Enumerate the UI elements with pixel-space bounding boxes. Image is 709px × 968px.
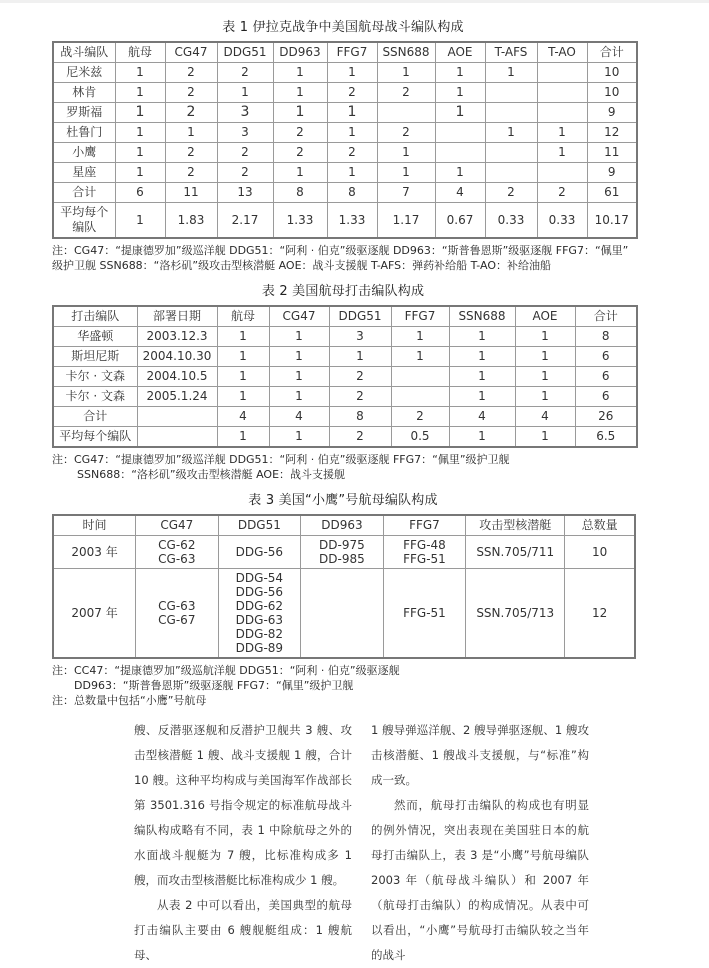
table-cell: [377, 103, 435, 123]
table3-note-line: DD963：“斯普鲁恩斯”级驱逐舰 FFG7：“佩里”级护卫舰: [74, 679, 354, 692]
table-cell: 1: [217, 83, 273, 103]
table-cell: 1.17: [377, 203, 435, 239]
table-row: [53, 203, 637, 239]
table-cell: [485, 143, 537, 163]
ship-list-cell: [136, 536, 219, 569]
table-cell: 1: [269, 387, 329, 407]
table-cell: 4: [515, 407, 575, 427]
table-cell: 1: [515, 327, 575, 347]
body-paragraph: 艘、反潜驱逐舰和反潜护卫舰共 3 艘、攻击型核潜艇 1 艘、战斗支援舰 1 艘，合计 10 艘。这种平均构成与美国海军作战部长第 3501.316 号指令规定的标准航母战斗编队构成略有不同，表 1 中除航母之外的水面战斗舰艇为 7 艘，比标准构成多 1 艘，而攻击型核潜艇比标准构成少 1 艘。: [134, 723, 352, 887]
table-cell: 1: [327, 123, 377, 143]
table-cell: 3: [217, 123, 273, 143]
table-cell: 2: [165, 83, 217, 103]
table-cell: 1: [435, 103, 485, 123]
table-row: [53, 536, 635, 569]
table-cell: 2: [217, 63, 273, 83]
table-cell: 2: [377, 123, 435, 143]
table-cell: 1.83: [165, 203, 217, 239]
table-cell: 6: [575, 347, 637, 367]
table2: [52, 305, 638, 448]
table2-title: 表 2 美国航母打击编队构成: [261, 284, 425, 299]
table-cell: 2: [377, 83, 435, 103]
ship-hull-number: DDG-54: [235, 571, 284, 585]
table-cell: 2: [329, 367, 391, 387]
table3: [52, 514, 636, 659]
table-cell: 2004.10.30: [137, 347, 217, 367]
table-cell: 1: [327, 63, 377, 83]
row-header: 星座: [53, 163, 115, 183]
table-cell: 2: [165, 163, 217, 183]
body-paragraph: 从表 2 中可以看出，美国典型的航母打击编队主要由 6 艘舰艇组成：1 艘航母、: [134, 898, 352, 962]
table-cell: [537, 63, 587, 83]
table-row: [53, 427, 637, 448]
table-cell: 1: [115, 103, 165, 123]
column-header: AOE: [435, 42, 485, 63]
table-cell: 2: [217, 143, 273, 163]
row-header: 卡尔 · 文森: [53, 367, 137, 387]
table-row: [53, 83, 637, 103]
table-cell: 1: [391, 347, 449, 367]
table-row: [53, 367, 637, 387]
table1-title: 表 1 伊拉克战争中美国航母战斗编队构成: [222, 20, 464, 35]
column-header: FFG7: [391, 306, 449, 327]
table-cell: 6: [575, 387, 637, 407]
table-cell: 9: [587, 103, 637, 123]
table-cell: 12: [565, 569, 635, 659]
table-cell: 1: [327, 103, 377, 123]
table3-title: 表 3 美国“小鹰”号航母编队构成: [248, 493, 438, 508]
table-cell: 1: [269, 367, 329, 387]
table-cell: 1: [537, 123, 587, 143]
column-header: FFG7: [383, 515, 466, 536]
table-cell: 0.33: [485, 203, 537, 239]
table-cell: 4: [217, 407, 269, 427]
table-row: [53, 327, 637, 347]
table3-note: [52, 663, 652, 708]
table-cell: [391, 387, 449, 407]
table-cell: [485, 163, 537, 183]
table-cell: 2: [273, 143, 327, 163]
table-cell: 2: [327, 143, 377, 163]
ship-list-cell: [218, 536, 301, 569]
table-row: [53, 103, 637, 123]
table-cell: 1: [515, 387, 575, 407]
table-cell: 2: [329, 427, 391, 448]
table-cell: 1: [217, 327, 269, 347]
table-cell: 1: [515, 427, 575, 448]
table-cell: 0.67: [435, 203, 485, 239]
table-row: [53, 407, 637, 427]
table-cell: 1: [377, 63, 435, 83]
table-cell: 12: [587, 123, 637, 143]
table-cell: 1: [273, 103, 327, 123]
table-cell: 3: [217, 103, 273, 123]
table-cell: SSN.705/711: [466, 536, 565, 569]
table-cell: 1: [115, 83, 165, 103]
ship-list-cell: [383, 536, 466, 569]
ship-list-cell: [218, 569, 301, 659]
ship-hull-number: DD-975: [319, 538, 365, 552]
table-row: [53, 183, 637, 203]
table-cell: [435, 143, 485, 163]
table-cell: 3: [329, 327, 391, 347]
column-header: 合计: [587, 42, 637, 63]
column-header: CG47: [136, 515, 219, 536]
ship-hull-number: DDG-62: [235, 599, 284, 613]
table-cell: 8: [273, 183, 327, 203]
row-header: 合计: [53, 183, 115, 203]
table-cell: 10: [565, 536, 635, 569]
column-header: CG47: [165, 42, 217, 63]
table-cell: 7: [377, 183, 435, 203]
table-cell: 1: [449, 387, 515, 407]
table-row: [53, 387, 637, 407]
ship-hull-number: DDG-56: [235, 545, 284, 559]
table-cell: 1: [449, 427, 515, 448]
column-header: 航母: [115, 42, 165, 63]
column-header: AOE: [515, 306, 575, 327]
table-cell: 1: [329, 347, 391, 367]
table-cell: [137, 427, 217, 448]
ship-hull-number: DDG-82: [235, 627, 284, 641]
column-header: DDG51: [217, 42, 273, 63]
table1-note-line: 级护卫舰 SSN688：“洛杉矶”级攻击型核潜艇 AOE：战斗支援舰 T-AFS：弹药补给船 T-AO：补给油船: [52, 259, 552, 272]
ship-list-cell: [301, 569, 384, 659]
table-cell: 1: [269, 327, 329, 347]
table1-note-line: 注：CG47：“提康德罗加”级巡洋舰 DDG51：“阿利 · 伯克”级驱逐舰 DD963：“斯普鲁恩斯”级驱逐舰 FFG7：“佩里”: [52, 244, 629, 257]
table-cell: 1.33: [327, 203, 377, 239]
column-header: DDG51: [329, 306, 391, 327]
table-cell: 1: [377, 163, 435, 183]
table-cell: 2: [329, 387, 391, 407]
table-header-row: [53, 42, 637, 63]
table-cell: 2: [165, 103, 217, 123]
table-cell: 1: [115, 63, 165, 83]
table-cell: 2: [165, 63, 217, 83]
table-cell: 4: [449, 407, 515, 427]
column-header: 打击编队: [53, 306, 137, 327]
table-cell: 2: [485, 183, 537, 203]
table-cell: [137, 407, 217, 427]
table-cell: 1: [165, 123, 217, 143]
table-row: [53, 569, 635, 659]
ship-hull-number: DDG-89: [235, 641, 284, 655]
table-cell: 1: [435, 83, 485, 103]
table-cell: 13: [217, 183, 273, 203]
ship-hull-number: CG-63: [158, 552, 196, 566]
table-cell: 1.33: [273, 203, 327, 239]
table-cell: 2: [391, 407, 449, 427]
table-cell: 1: [377, 143, 435, 163]
table-cell: 1: [485, 63, 537, 83]
ship-list-cell: [136, 569, 219, 659]
table-cell: 11: [165, 183, 217, 203]
body-right-column: [371, 718, 589, 968]
table-cell: 2.17: [217, 203, 273, 239]
row-header: 2007 年: [53, 569, 136, 659]
table-cell: 2003.12.3: [137, 327, 217, 347]
column-header: 合计: [575, 306, 637, 327]
row-header: 合计: [53, 407, 137, 427]
ship-hull-number: CG-62: [158, 538, 196, 552]
table-cell: 10: [587, 63, 637, 83]
table-cell: 1: [449, 327, 515, 347]
table-cell: 2: [217, 163, 273, 183]
column-header: T-AO: [537, 42, 587, 63]
table1-note: [52, 243, 652, 273]
table-cell: 6: [115, 183, 165, 203]
column-header: 战斗编队: [53, 42, 115, 63]
table-cell: 1: [115, 123, 165, 143]
table-row: [53, 347, 637, 367]
row-header: 罗斯福: [53, 103, 115, 123]
table-row: [53, 163, 637, 183]
table-cell: 1: [449, 347, 515, 367]
table-cell: 2004.10.5: [137, 367, 217, 387]
table-cell: 1: [435, 63, 485, 83]
table-cell: 61: [587, 183, 637, 203]
row-header: 杜鲁门: [53, 123, 115, 143]
table-cell: [537, 163, 587, 183]
table-cell: 1: [273, 83, 327, 103]
column-header: 航母: [217, 306, 269, 327]
body-left-column: [134, 718, 352, 968]
table-cell: 8: [327, 183, 377, 203]
table-cell: [391, 367, 449, 387]
table-row: [53, 63, 637, 83]
column-header: DD963: [273, 42, 327, 63]
document-page: [0, 3, 652, 708]
table-cell: 6: [575, 367, 637, 387]
table-cell: 1: [273, 63, 327, 83]
ship-hull-number: FFG-48: [403, 538, 446, 552]
table-cell: 2: [537, 183, 587, 203]
column-header: T-AFS: [485, 42, 537, 63]
table-cell: 1: [327, 163, 377, 183]
row-header: 华盛顿: [53, 327, 137, 347]
table3-note-line: 注：CC47：“提康德罗加”级巡航洋舰 DDG51：“阿利 · 伯克”级驱逐舰: [52, 664, 400, 677]
table3-note-line: 注：总数量中包括“小鹰”号航母: [52, 694, 207, 707]
table-cell: 26: [575, 407, 637, 427]
table1: [52, 41, 638, 239]
table-cell: 1: [269, 347, 329, 367]
table-cell: SSN.705/713: [466, 569, 565, 659]
table-cell: [537, 103, 587, 123]
ship-hull-number: DD-985: [319, 552, 365, 566]
column-header: CG47: [269, 306, 329, 327]
column-header: DD963: [301, 515, 384, 536]
ship-hull-number: DDG-56: [235, 585, 284, 599]
table-cell: 1: [115, 203, 165, 239]
ship-list-cell: [301, 536, 384, 569]
table-cell: 8: [575, 327, 637, 347]
body-paragraph: 然而，航母打击编队的构成也有明显的例外情况，突出表现在美国驻日本的航母打击编队上，表 3 是“小鹰”号航母编队 2003 年（航母战斗编队）和 2007 年（航母打击编队）的构成情况。从表中可以看出，“小鹰”号航母打击编队较之当年的战斗: [371, 798, 589, 962]
table-cell: 1: [435, 163, 485, 183]
table-header-row: [53, 306, 637, 327]
table-cell: 2: [327, 83, 377, 103]
table-cell: 1: [217, 347, 269, 367]
table-cell: 1: [217, 427, 269, 448]
table-cell: 1: [449, 367, 515, 387]
table-cell: 0.33: [537, 203, 587, 239]
row-header: 平均每个编队: [53, 427, 137, 448]
ship-list-cell: [383, 569, 466, 659]
row-header: 斯坦尼斯: [53, 347, 137, 367]
table-cell: 1: [537, 143, 587, 163]
column-header: SSN688: [449, 306, 515, 327]
table-cell: 1: [391, 327, 449, 347]
column-header: DDG51: [218, 515, 301, 536]
column-header: 时间: [53, 515, 136, 536]
table-cell: [435, 123, 485, 143]
ship-hull-number: FFG-51: [403, 606, 446, 620]
table2-note-line: SSN688：“洛杉矶”级攻击型核潜艇 AOE：战斗支援舰: [77, 468, 346, 481]
table-cell: 1: [485, 123, 537, 143]
ship-hull-number: CG-63: [158, 599, 196, 613]
table-cell: [537, 83, 587, 103]
ship-hull-number: DDG-63: [235, 613, 284, 627]
table-cell: 10: [587, 83, 637, 103]
table-cell: 1: [515, 367, 575, 387]
table-cell: 1: [269, 427, 329, 448]
table2-note: [52, 452, 652, 482]
table2-note-line: 注：CG47：“提康德罗加”级巡洋舰 DDG51：“阿利 · 伯克”级驱逐舰 FFG7：“佩里”级护卫舰: [52, 453, 510, 466]
table-cell: 1: [217, 367, 269, 387]
table-cell: 11: [587, 143, 637, 163]
column-header: 攻击型核潜艇: [466, 515, 565, 536]
table-header-row: [53, 515, 635, 536]
table-cell: 2005.1.24: [137, 387, 217, 407]
table-cell: 8: [329, 407, 391, 427]
row-header: 卡尔 · 文森: [53, 387, 137, 407]
body-paragraph: 1 艘导弹巡洋舰、2 艘导弹驱逐舰、1 艘攻击核潜艇、1 艘战斗支援舰，与“标准”构成一致。: [371, 723, 589, 787]
table-cell: [485, 103, 537, 123]
table-cell: 1: [115, 163, 165, 183]
column-header: FFG7: [327, 42, 377, 63]
body-columns: [134, 718, 709, 968]
table-cell: 1: [515, 347, 575, 367]
table-row: [53, 143, 637, 163]
row-header: 平均每个编队: [53, 203, 115, 239]
table-cell: 1: [217, 387, 269, 407]
ship-hull-number: CG-67: [158, 613, 196, 627]
table-cell: 1: [115, 143, 165, 163]
table-cell: 4: [269, 407, 329, 427]
column-header: 总数量: [565, 515, 635, 536]
row-header: 林肯: [53, 83, 115, 103]
row-header: 小鹰: [53, 143, 115, 163]
column-header: 部署日期: [137, 306, 217, 327]
column-header: SSN688: [377, 42, 435, 63]
table-cell: 10.17: [587, 203, 637, 239]
table-cell: [485, 83, 537, 103]
table-cell: 4: [435, 183, 485, 203]
row-header: 2003 年: [53, 536, 136, 569]
ship-hull-number: FFG-51: [403, 552, 446, 566]
table-cell: 9: [587, 163, 637, 183]
table-cell: 1: [273, 163, 327, 183]
table-cell: 2: [165, 143, 217, 163]
table-cell: 2: [273, 123, 327, 143]
row-header: 尼米兹: [53, 63, 115, 83]
table-row: [53, 123, 637, 143]
table-cell: 6.5: [575, 427, 637, 448]
table-cell: 0.5: [391, 427, 449, 448]
